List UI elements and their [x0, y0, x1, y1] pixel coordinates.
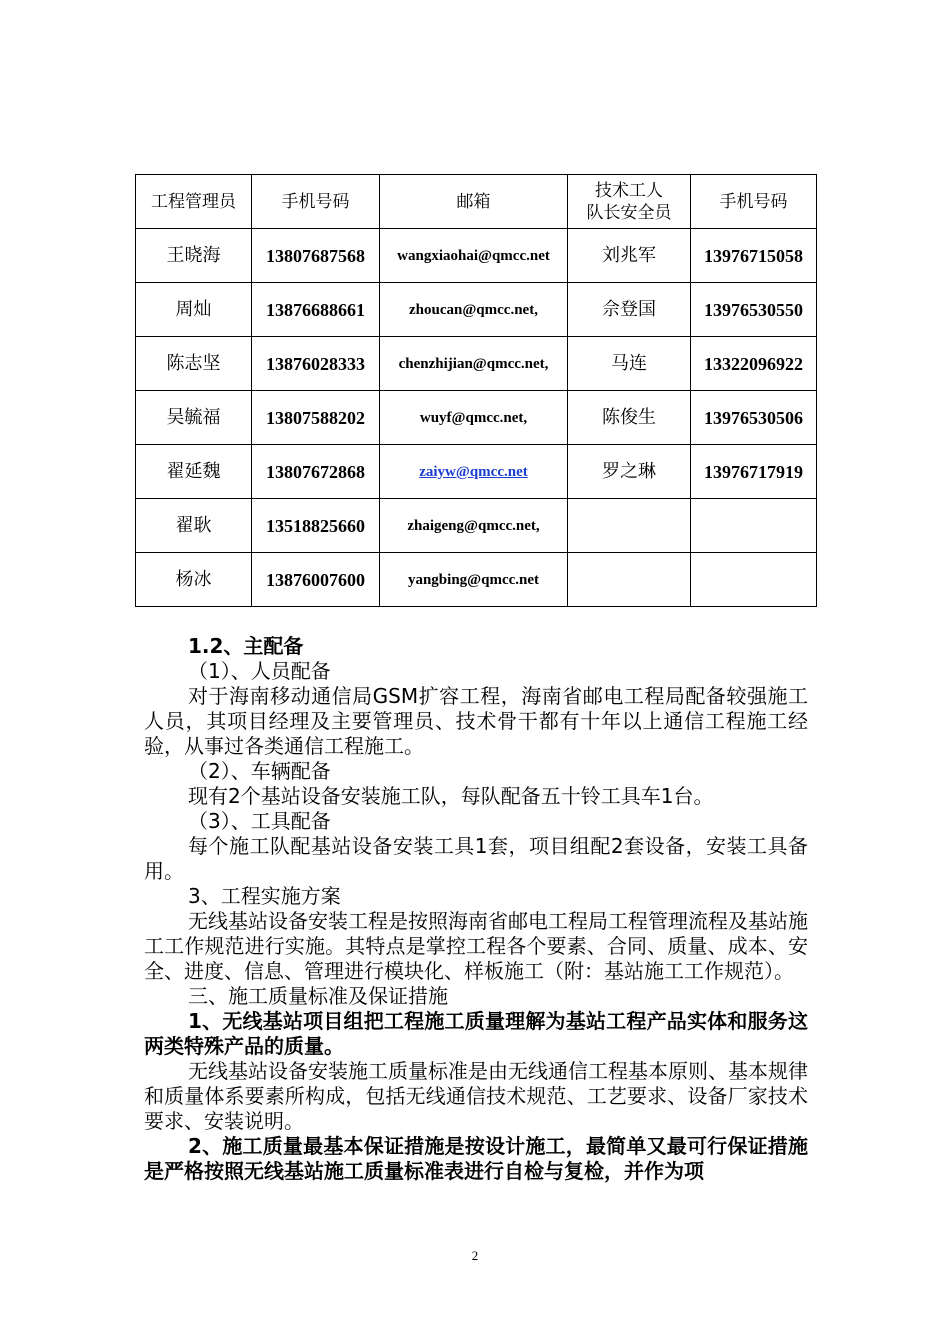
paragraph-vehicles: 现有2个基站设备安装施工队，每队配备五十铃工具车1台。 [188, 784, 714, 808]
paragraph-tools: 每个施工队配基站设备安装工具1套，项目组配2套设备，安装工具备用。 [144, 834, 808, 883]
header-worker-phone: 手机号码 [691, 175, 817, 229]
manager-phone-cell: 13876007600 [252, 553, 380, 607]
worker-phone-cell [691, 553, 817, 607]
header-worker: 技术工人 队长安全员 [568, 175, 691, 229]
worker-name-cell: 罗之琳 [568, 445, 691, 499]
manager-name-cell: 翟延魏 [136, 445, 252, 499]
table-row [136, 499, 817, 553]
manager-phone-cell: 13876688661 [252, 283, 380, 337]
table-row [136, 445, 817, 499]
manager-name-cell: 陈志坚 [136, 337, 252, 391]
contact-table [135, 174, 817, 607]
manager-phone-cell: 13807672868 [252, 445, 380, 499]
section-heading-quality: 三、施工质量标准及保证措施 [188, 984, 448, 1008]
worker-name-cell: 陈俊生 [568, 391, 691, 445]
email-cell: wangxiaohai@qmcc.net [380, 229, 568, 283]
worker-name-cell [568, 553, 691, 607]
email-cell [380, 445, 568, 499]
manager-name-cell: 吴毓福 [136, 391, 252, 445]
manager-phone-cell: 13807687568 [252, 229, 380, 283]
worker-name-cell: 刘兆军 [568, 229, 691, 283]
paragraph-quality-1: 1、无线基站项目组把工程施工质量理解为基站工程产品实体和服务这两类特殊产品的质量。 [144, 1009, 808, 1058]
manager-phone-cell: 13807588202 [252, 391, 380, 445]
header-manager: 工程管理员 [136, 175, 252, 229]
email-cell: wuyf@qmcc.net, [380, 391, 568, 445]
worker-phone-cell [691, 499, 817, 553]
worker-phone-cell: 13976715058 [691, 229, 817, 283]
section-heading: 1.2、主配备 [188, 634, 304, 658]
header-email: 邮箱 [380, 175, 568, 229]
manager-phone-cell: 13876028333 [252, 337, 380, 391]
manager-phone-cell: 13518825660 [252, 499, 380, 553]
paragraph-plan: 无线基站设备安装工程是按照海南省邮电工程局工程管理流程及基站施工工作规范进行实施。其特点是掌控工程各个要素、合同、质量、成本、安全、进度、信息、管理进行模块化、样板施工（附：基站施工工作规范）。 [144, 909, 808, 983]
email-cell: zhaigeng@qmcc.net, [380, 499, 568, 553]
worker-phone-cell: 13322096922 [691, 337, 817, 391]
subheading-vehicles: （2）、车辆配备 [188, 759, 331, 783]
paragraph-quality-2: 2、施工质量最基本保证措施是按设计施工，最简单又最可行保证措施是严格按照无线基站施工质量标准表进行自检与复检，并作为项 [144, 1134, 808, 1183]
table-row [136, 229, 817, 283]
section-heading-plan: 3、工程实施方案 [188, 884, 341, 908]
table-row [136, 391, 817, 445]
manager-name-cell: 杨冰 [136, 553, 252, 607]
manager-name-cell: 周灿 [136, 283, 252, 337]
table-row [136, 553, 817, 607]
worker-name-cell: 佘登国 [568, 283, 691, 337]
worker-phone-cell: 13976530550 [691, 283, 817, 337]
manager-name-cell: 翟耿 [136, 499, 252, 553]
email-cell: zhoucan@qmcc.net, [380, 283, 568, 337]
subheading-personnel: （1）、人员配备 [188, 659, 331, 683]
table-row [136, 337, 817, 391]
email-cell: yangbing@qmcc.net [380, 553, 568, 607]
worker-phone-cell: 13976530506 [691, 391, 817, 445]
worker-name-cell: 马连 [568, 337, 691, 391]
email-link[interactable]: zaiyw@qmcc.net [419, 463, 528, 480]
subheading-tools: （3）、工具配备 [188, 809, 331, 833]
table-header-row [136, 175, 817, 229]
body-text [144, 634, 808, 1184]
worker-phone-cell: 13976717919 [691, 445, 817, 499]
table-row [136, 283, 817, 337]
paragraph-personnel: 对于海南移动通信局GSM扩容工程，海南省邮电工程局配备较强施工人员，其项目经理及主要管理员、技术骨干都有十年以上通信工程施工经验，从事过各类通信工程施工。 [144, 684, 808, 758]
paragraph-quality-standard: 无线基站设备安装施工质量标准是由无线通信工程基本原则、基本规律和质量体系要素所构成，包括无线通信技术规范、工艺要求、设备厂家技术要求、安装说明。 [144, 1059, 808, 1133]
header-phone: 手机号码 [252, 175, 380, 229]
worker-name-cell [568, 499, 691, 553]
email-cell: chenzhijian@qmcc.net, [380, 337, 568, 391]
manager-name-cell: 王晓海 [136, 229, 252, 283]
page-number: 2 [471, 1248, 479, 1263]
